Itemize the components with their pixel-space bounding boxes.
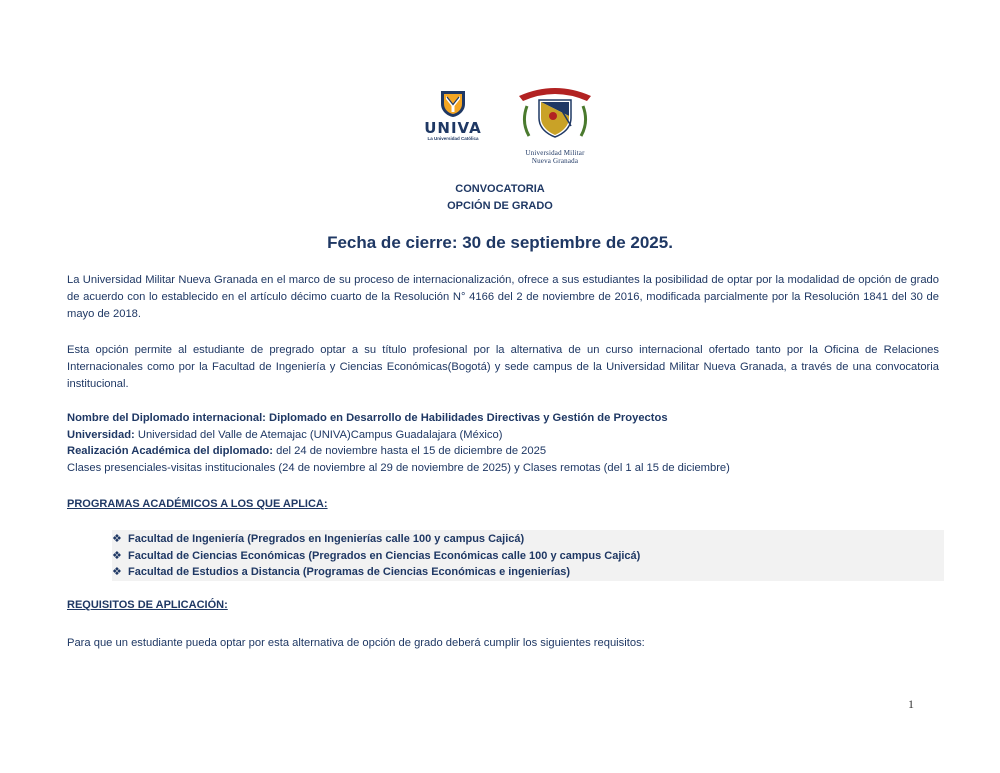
option-paragraph: Esta opción permite al estudiante de pregrado optar a su título profesional por la alternativa de un curso internacional ofertado tanto por la Oficina de Relaciones Internacionales como por la Facultad de Ingeniería y Ciencias Económicas(Bogotá) y sede campus de la Universidad Militar Nueva Granada, a través de una convocatoria institucional. xyxy=(67,344,939,390)
opcion-grado-title: OPCIÓN DE GRADO xyxy=(447,200,553,212)
requisitos-intro: Para que un estudiante pueda optar por esta alternativa de opción de grado deberá cumplir los siguientes requisitos: xyxy=(67,637,645,649)
universidad-line xyxy=(67,427,947,444)
diplomado-info xyxy=(67,410,947,476)
programas-heading: PROGRAMAS ACADÉMICOS A LOS QUE APLICA: xyxy=(67,498,328,510)
diamond-bullet-icon: ❖ xyxy=(112,533,122,545)
list-item: ❖ Facultad de Ingeniería (Pregrados en Ingenierías calle 100 y campus Cajicá) xyxy=(112,531,640,548)
list-item: ❖ Facultad de Ciencias Económicas (Pregrados en Ciencias Económicas calle 100 y campus Cajicá) xyxy=(112,548,640,565)
diplomado-label: Nombre del Diplomado internacional: xyxy=(67,412,266,424)
umng-name-line1: Universidad Militar xyxy=(525,149,585,157)
programas-list xyxy=(112,531,640,581)
umng-name-line2: Nueva Granada xyxy=(531,157,579,165)
realizacion-value: del 24 de noviembre hasta el 15 de diciembre de 2025 xyxy=(276,445,547,457)
realizacion-label: Realización Académica del diplomado: xyxy=(67,445,273,457)
deadline-title: Fecha de cierre: 30 de septiembre de 2025. xyxy=(327,233,673,252)
diplomado-name-line xyxy=(67,410,947,427)
universidad-label: Universidad: xyxy=(67,428,135,441)
univa-shield-icon xyxy=(439,90,467,118)
univa-logo xyxy=(418,90,488,150)
requisitos-heading: REQUISITOS DE APLICACIÓN: xyxy=(67,599,228,611)
universidad-value: Universidad del Valle de Atemajac (UNIVA)Campus Guadalajara (México) xyxy=(137,428,503,441)
diamond-bullet-icon: ❖ xyxy=(112,566,122,578)
clases-line: Clases presenciales-visitas institucionales (24 de noviembre al 29 de noviembre de 2025) y Clases remotas (del 1 al 15 de diciembre) xyxy=(67,461,730,474)
diamond-bullet-icon: ❖ xyxy=(112,549,122,562)
umng-crest-icon xyxy=(515,82,595,144)
univa-wordmark: UNIVA xyxy=(424,119,482,137)
univa-tagline: La Universidad Católica xyxy=(427,136,479,141)
intro-paragraph: La Universidad Militar Nueva Granada en el marco de su proceso de internacionalización, ofrece a sus estudiantes la posibilidad de optar por la modalidad de opción de grado de acuerdo con lo establecido en el artículo décimo cuarto de la Resolución N° 4166 del 2 de noviembre de 2016, modificada parcialmente por la Resolución 1841 del 30 de mayo de 2018. xyxy=(67,274,939,320)
realizacion-line xyxy=(67,443,947,460)
diplomado-value: Diplomado en Desarrollo de Habilidades Directivas y Gestión de Proyectos xyxy=(269,412,668,424)
page-number: 1 xyxy=(908,697,914,711)
convocatoria-title: CONVOCATORIA xyxy=(455,183,545,195)
umng-logo xyxy=(515,82,595,164)
list-item: ❖ Facultad de Estudios a Distancia (Programas de Ciencias Económicas e ingenierías) xyxy=(112,564,640,581)
